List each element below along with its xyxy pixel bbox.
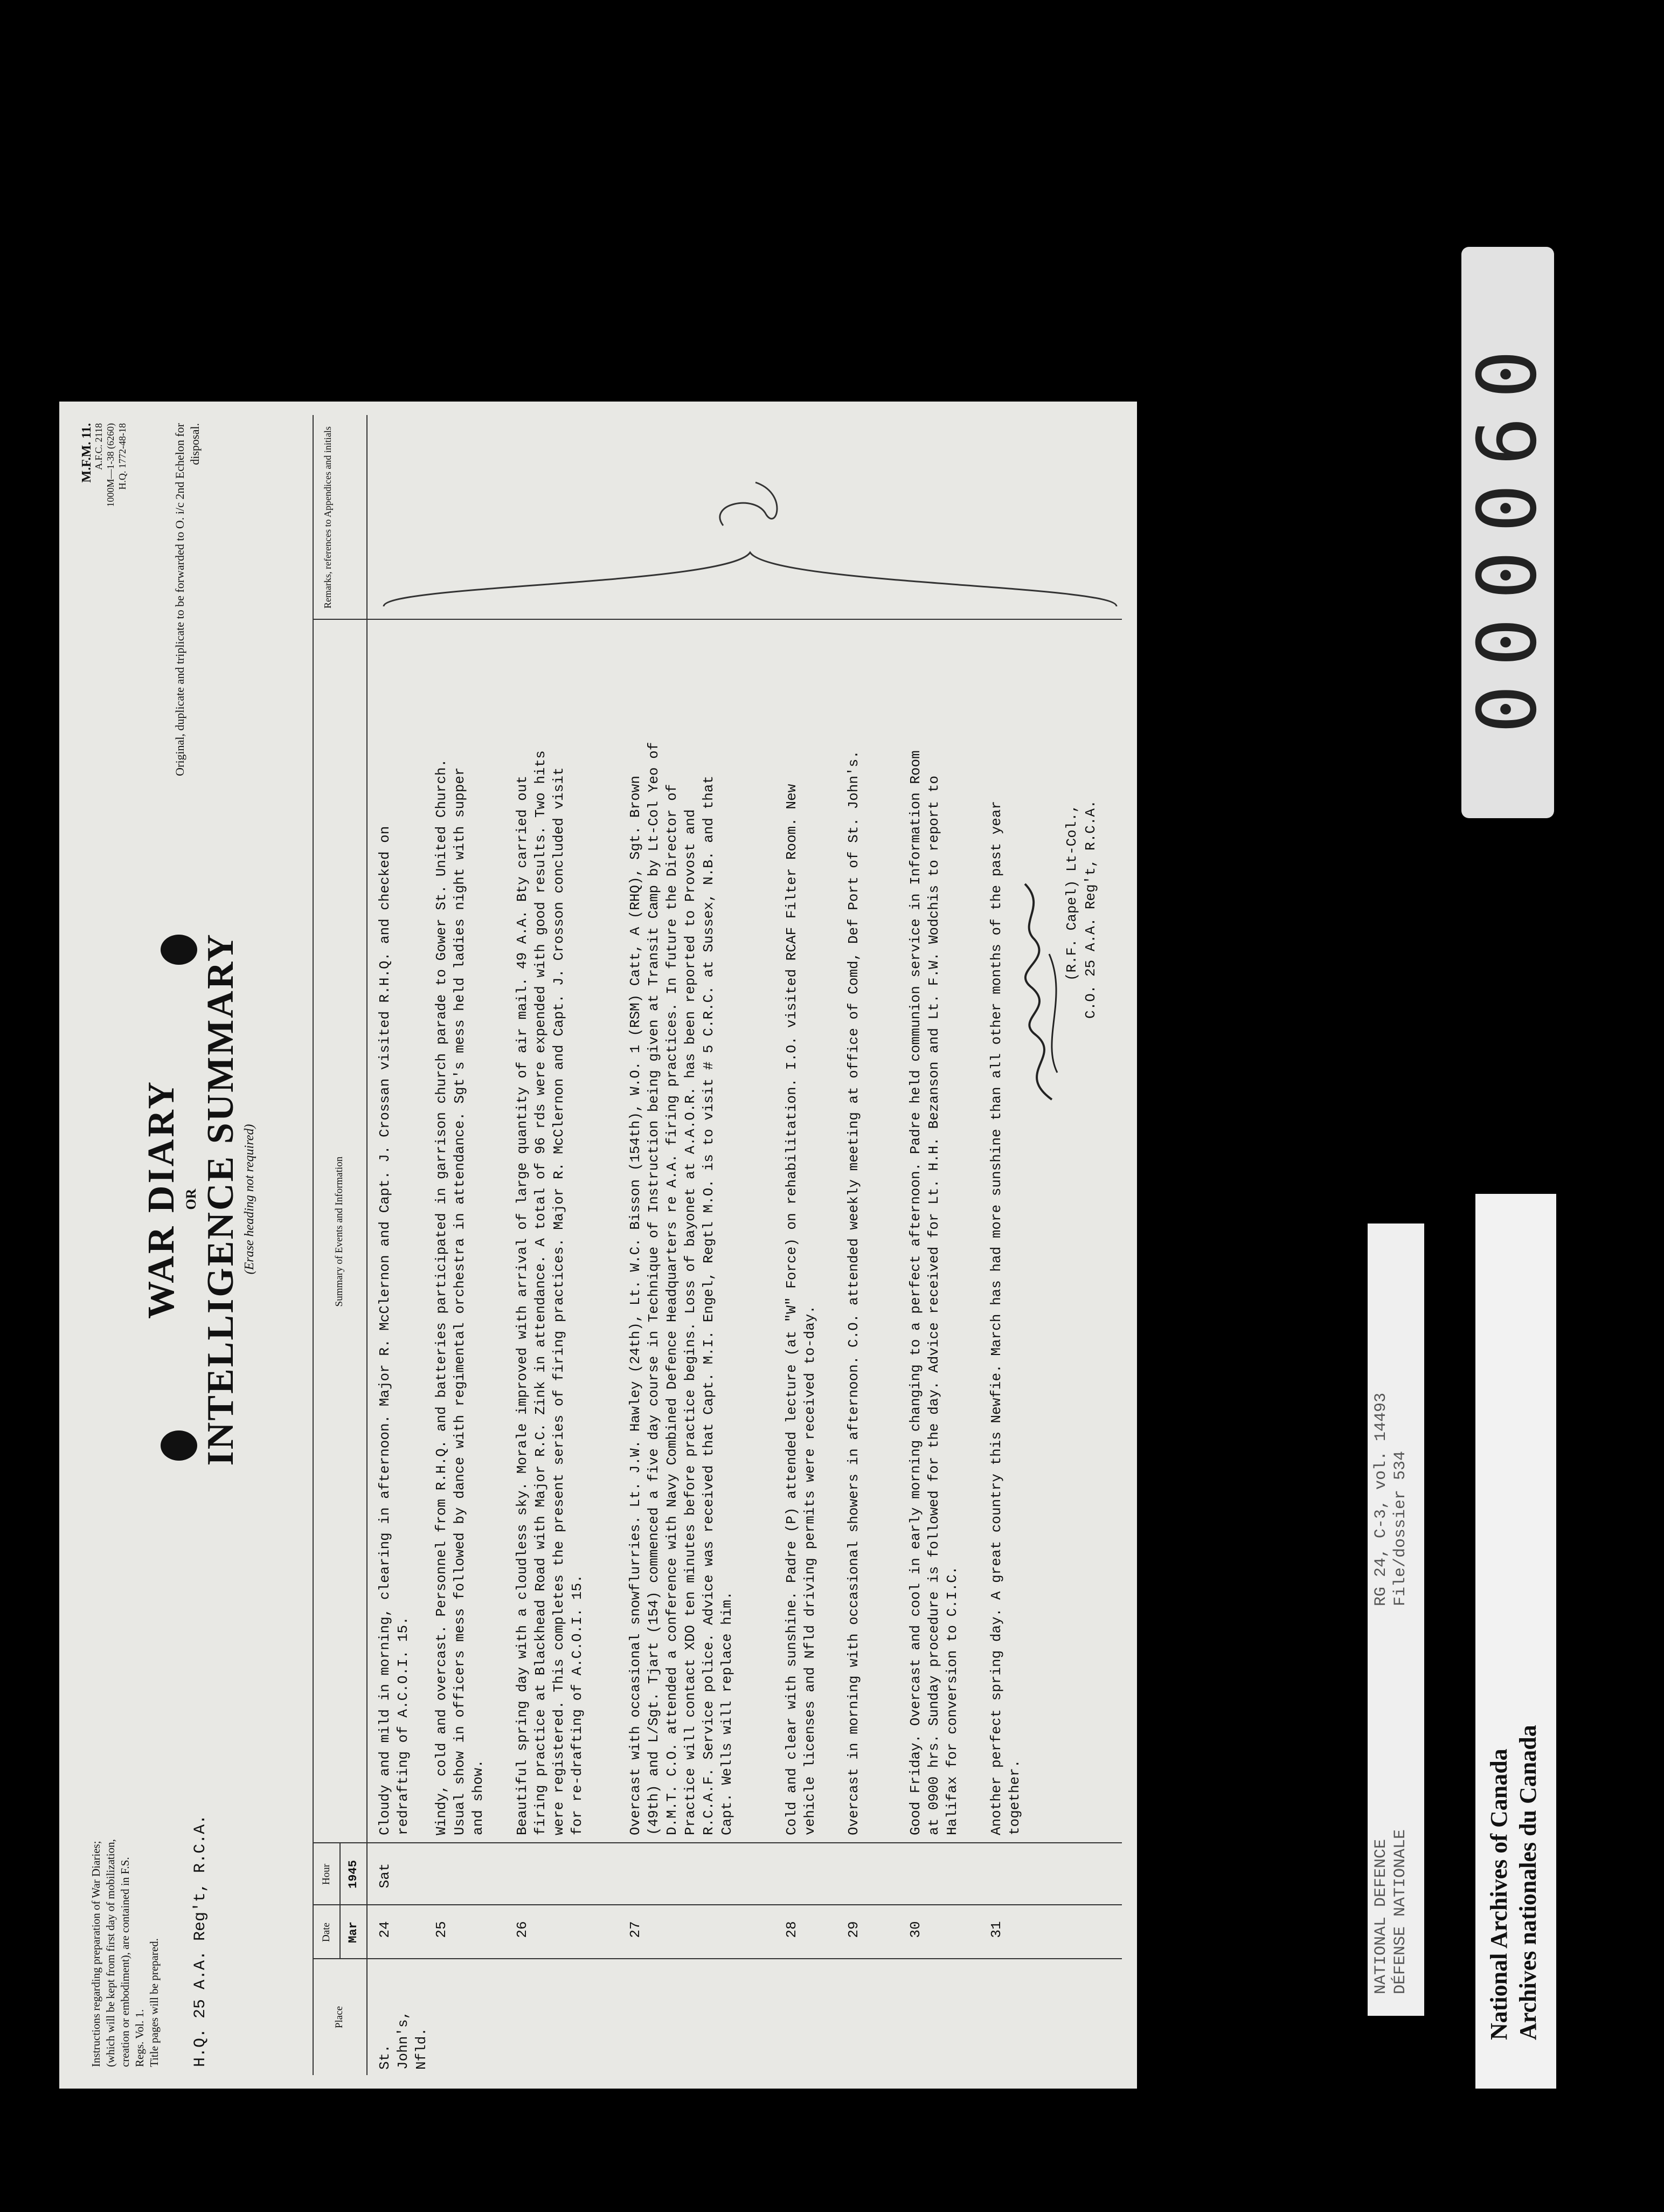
archive-reference-label: [1368, 1223, 1424, 2016]
entry-day: 28: [784, 1921, 800, 1938]
dept-en: NATIONAL DEFENCE: [1372, 1838, 1390, 1994]
entry-day: 30: [907, 1921, 924, 1938]
header-summary: Summary of Events and Information: [334, 1156, 345, 1307]
remarks-brace: [378, 412, 1122, 617]
instructions-paragraph: Instructions regarding preparation of War Diaries; (which will be kept from first day of mobilization, creation or embodiment), are contained in F.S. Regs. Vol. 1.: [89, 1839, 146, 2067]
frame-counter: [1461, 247, 1554, 818]
header-date: Date: [321, 1923, 332, 1942]
entry-text: Beautiful spring day with a cloudless sky. Morale improved with arrival of large quantity of air mail. 49 A.A. Bty carried out firing practice at Blackhead Road with Major R.C. Zink in attendance. A total of 96 rds were expended with good results. Two hits were registered. This completes the present series of firing practices. Major R. McClernon and Capt. J. Crosson concluded visit for re-drafting of A.C.O.I. 15.: [514, 750, 585, 1835]
frame-number: 000060: [1461, 331, 1555, 734]
entry-day: 27: [627, 1921, 643, 1938]
signature-name: (R.F. Capel) Lt-Col.,: [1064, 804, 1080, 981]
entry-text: Another perfect spring day. A great country this Newfie. March has had more sunshine than all other months of the past year together.: [988, 800, 1023, 1835]
entry-text: Overcast in morning with occasional showers in afternoon. C.O. attended weekly meeting at office of Comd, Def Port of St. John's.: [845, 750, 862, 1835]
national-archives-label: [1475, 1194, 1556, 2089]
diary-table: [313, 415, 1122, 2075]
month-value: Mar: [346, 1921, 360, 1943]
title-war-diary: WAR DIARY: [141, 1080, 182, 1319]
title-or: OR: [183, 1188, 199, 1210]
form-line: 1000M—1-38 (6260): [105, 423, 116, 507]
archives-en: National Archives of Canada: [1486, 1748, 1512, 2040]
title-pages-note: Title pages will be prepared.: [148, 1938, 161, 2067]
entry-day: 26: [514, 1921, 530, 1938]
entry-text: Cold and clear with sunshine. Padre (P) attended lecture (at "W" Force) on rehabilitation. I.O. visited RCAF Filter Room. New vehicle licenses and Nfld driving permits were received to-day.: [784, 784, 818, 1835]
signature-title: C.O. 25 A.A. Reg't, R.C.A.: [1083, 800, 1099, 1019]
entry-text: Cloudy and mild in morning, clearing in afternoon. Major R. McClernon and Capt. J. Crossan visited R.H.Q. and checked on redrafting of A.C.O.I. 15.: [377, 826, 411, 1835]
header-hour: Hour: [321, 1863, 332, 1885]
entry-text: Overcast with occasional snowflurries. Lt. J.W. Hawley (24th), Lt. W.C. Bisson (154th), W.O. 1 (RSM) Catt, A (RHQ), Sgt. Brown (49th) and L/Sgt. Tjart (154) commenced a five day course in Technique of Instruction being given at Transit Camp by Lt-Col Yeo of D.M.T. C.O. attended a conference with Navy Combined Defence Headquarters re A.A. firing practices. In future the Director of Practice will contact XDO ten minutes before practice begins. Loss of bayonet at A.A.O.R. has been reported to Provost and R.C.A.F. Service police. Advice was received that Capt. M.I. Engel, Regtl M.O. is to visit # 5 C.R.C. at Sussex, N.B. and that Capt. Wells will replace him.: [627, 742, 735, 1835]
archives-fr: Archives nationales du Canada: [1515, 1725, 1541, 2040]
rg-reference: RG 24, C-3, vol. 14493: [1372, 1392, 1390, 1606]
unit-name: H.Q. 25 A.A. Reg't, R.C.A.: [191, 1814, 210, 2067]
entry-day: 25: [433, 1921, 449, 1938]
file-reference: File/dossier 534: [1391, 1450, 1410, 1606]
year-value: 1945: [346, 1860, 360, 1889]
title-erase-note: (Erase heading not required): [242, 1124, 256, 1275]
forwarding-note: Original, duplicate and triplicate to be forwarded to O. i/c 2nd Echelon for disposal.: [173, 423, 202, 776]
entry-text: Good Friday. Overcast and cool in early morning changing to a perfect afternoon. Padre held communion service in Information Room at 0900 hrs. Sunday procedure is followed for the day. Advice received for Lt. H.H. Bezanson and Lt. F.W. Wodchis to report to Halifax for conversion to C.I.C.: [907, 750, 960, 1835]
title-block: [140, 930, 257, 1469]
form-line: A.F.C. 2118: [93, 423, 104, 470]
entry-text: Windy, cold and overcast. Personnel from R.H.Q. and batteries participated in garrison church parade to Gower St. United Church. Usual show in officers mess followed by dance with regimental orchestra in attendance. Sgt's mess held ladies night with supper and show.: [433, 758, 486, 1835]
header-place: Place: [334, 2006, 345, 2029]
form-code: M.F.M. 11.: [80, 423, 94, 483]
instructions-text: [89, 1830, 162, 2067]
entry-day: 24: [377, 1921, 393, 1938]
title-intelligence-summary: INTELLIGENCE SUMMARY: [200, 932, 241, 1466]
entry-day: 29: [845, 1921, 862, 1938]
war-diary-page: [59, 402, 1137, 2089]
war-diary-sheet: [59, 402, 1137, 2089]
entry-hour: Sat: [377, 1863, 393, 1889]
header-remarks: Remarks, references to Appendices and initials: [322, 426, 333, 609]
form-line: H.Q. 1772-48-18: [117, 423, 128, 490]
form-code-block: [81, 423, 128, 507]
dept-fr: DÉFENSE NATIONALE: [1391, 1829, 1410, 1994]
place-value: St. John's, Nfld.: [377, 2010, 429, 2070]
entry-day: 31: [988, 1921, 1004, 1938]
